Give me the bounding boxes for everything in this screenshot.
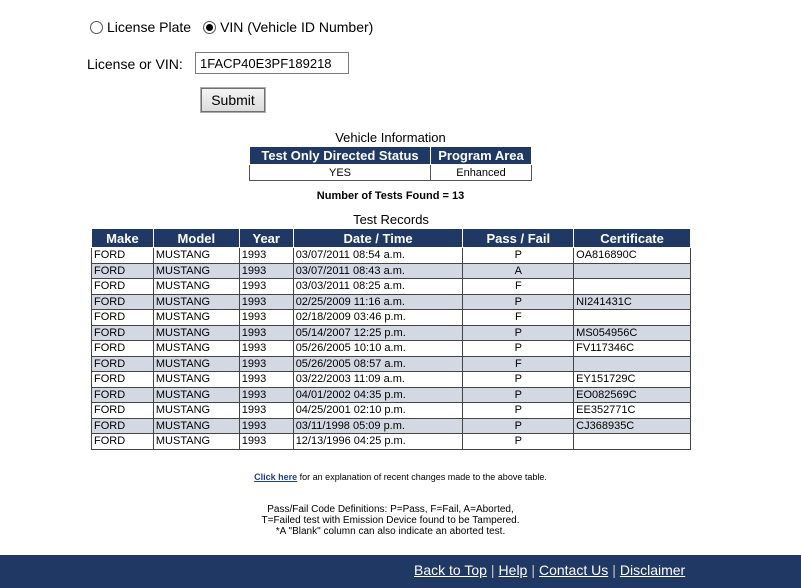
make-cell: FORD	[92, 356, 154, 372]
program-area-value: Enhanced	[431, 165, 532, 181]
footer-bar	[0, 555, 801, 588]
year-cell: 1993	[239, 341, 293, 357]
model-cell: MUSTANG	[153, 263, 239, 279]
license-plate-radio-label[interactable]: License Plate	[107, 19, 192, 35]
vehicle-info-caption: Vehicle Information	[335, 130, 446, 145]
table-row	[92, 403, 691, 419]
year-cell: 1993	[239, 434, 293, 450]
model-cell: MUSTANG	[153, 310, 239, 326]
table-row	[92, 279, 691, 295]
search-type-selector	[90, 19, 385, 35]
date-time-cell: 12/13/1996 04:25 p.m.	[293, 434, 463, 450]
model-cell: MUSTANG	[153, 294, 239, 310]
help-link[interactable]: Help	[498, 562, 528, 578]
click-here-link[interactable]: Click here	[254, 472, 298, 482]
pass-fail-cell: F	[463, 310, 574, 326]
license-plate-radio[interactable]	[90, 21, 103, 34]
pass-fail-cell: P	[463, 403, 574, 419]
model-cell: MUSTANG	[153, 418, 239, 434]
date-time-cell: 04/25/2001 02:10 p.m.	[293, 403, 463, 419]
footer-links	[414, 562, 685, 578]
back-to-top-link[interactable]: Back to Top	[414, 562, 487, 578]
certificate-cell: OA816890C	[574, 248, 691, 264]
pass-fail-cell: A	[463, 263, 574, 279]
date-time-cell: 03/07/2011 08:54 a.m.	[293, 248, 463, 264]
table-row	[92, 341, 691, 357]
definitions-line-1: Pass/Fail Code Definitions: P=Pass, F=Fail, A=Aborted,	[267, 504, 514, 515]
date-time-cell: 03/22/2003 11:09 a.m.	[293, 372, 463, 388]
make-cell: FORD	[92, 387, 154, 403]
footer-separator: |	[531, 562, 535, 578]
pass-fail-definitions	[0, 504, 781, 537]
year-cell: 1993	[239, 387, 293, 403]
date-time-cell: 04/01/2002 04:35 p.m.	[293, 387, 463, 403]
model-cell: MUSTANG	[153, 434, 239, 450]
vehicle-info-table	[249, 146, 532, 181]
table-row	[92, 294, 691, 310]
year-cell: 1993	[239, 279, 293, 295]
disclaimer-link[interactable]: Disclaimer	[619, 562, 686, 578]
table-row	[92, 434, 691, 450]
make-cell: FORD	[92, 279, 154, 295]
model-cell: MUSTANG	[153, 356, 239, 372]
test-records-caption: Test Records	[353, 212, 429, 227]
date-time-cell: 05/26/2005 08:57 a.m.	[293, 356, 463, 372]
year-cell: 1993	[239, 418, 293, 434]
make-cell: FORD	[92, 434, 154, 450]
table-row	[92, 248, 691, 264]
certificate-cell	[574, 263, 691, 279]
certificate-cell	[574, 279, 691, 295]
model-cell: MUSTANG	[153, 341, 239, 357]
pass-fail-cell: P	[463, 294, 574, 310]
license-or-vin-input[interactable]	[195, 52, 349, 74]
certificate-cell	[574, 356, 691, 372]
license-or-vin-label: License or VIN:	[87, 56, 183, 72]
certificate-cell	[574, 310, 691, 326]
year-cell: 1993	[239, 372, 293, 388]
certificate-cell: EE352771C	[574, 403, 691, 419]
vin-radio-label[interactable]: VIN (Vehicle ID Number)	[220, 19, 374, 35]
table-row	[92, 372, 691, 388]
submit-button[interactable]: Submit	[201, 88, 265, 112]
year-cell: 1993	[239, 403, 293, 419]
pass-fail-cell: P	[463, 434, 574, 450]
date-time-cell: 05/14/2007 12:25 p.m.	[293, 325, 463, 341]
model-cell: MUSTANG	[153, 325, 239, 341]
footer-separator: |	[612, 562, 616, 578]
pass-fail-cell: P	[463, 372, 574, 388]
model-header: Model	[153, 229, 239, 248]
date-time-cell: 03/07/2011 08:43 a.m.	[293, 263, 463, 279]
year-header: Year	[239, 229, 293, 248]
program-area-header: Program Area	[431, 147, 532, 165]
certificate-cell: EO082569C	[574, 387, 691, 403]
test-records-table	[91, 228, 691, 450]
make-cell: FORD	[92, 403, 154, 419]
make-cell: FORD	[92, 263, 154, 279]
test-records-header-row	[92, 229, 691, 248]
model-cell: MUSTANG	[153, 372, 239, 388]
pass-fail-header: Pass / Fail	[463, 229, 574, 248]
explanation-text: for an explanation of recent changes made to the above table.	[297, 472, 547, 482]
vin-radio[interactable]	[203, 21, 216, 34]
model-cell: MUSTANG	[153, 248, 239, 264]
make-cell: FORD	[92, 372, 154, 388]
year-cell: 1993	[239, 325, 293, 341]
make-cell: FORD	[92, 341, 154, 357]
pass-fail-cell: P	[463, 387, 574, 403]
date-time-cell: 03/03/2011 08:25 a.m.	[293, 279, 463, 295]
date-time-cell: 02/18/2009 03:46 p.m.	[293, 310, 463, 326]
certificate-cell: FV117346C	[574, 341, 691, 357]
model-cell: MUSTANG	[153, 403, 239, 419]
table-row	[92, 310, 691, 326]
make-header: Make	[92, 229, 154, 248]
make-cell: FORD	[92, 325, 154, 341]
pass-fail-cell: F	[463, 279, 574, 295]
certificate-cell: MS054956C	[574, 325, 691, 341]
date-time-header: Date / Time	[293, 229, 463, 248]
contact-us-link[interactable]: Contact Us	[538, 562, 609, 578]
table-row	[92, 356, 691, 372]
definitions-line-3: *A "Blank" column can also indicate an aborted test.	[275, 526, 506, 537]
certificate-header: Certificate	[574, 229, 691, 248]
date-time-cell: 02/25/2009 11:16 a.m.	[293, 294, 463, 310]
model-cell: MUSTANG	[153, 279, 239, 295]
certificate-cell: NI241431C	[574, 294, 691, 310]
year-cell: 1993	[239, 248, 293, 264]
pass-fail-cell: P	[463, 248, 574, 264]
pass-fail-cell: P	[463, 325, 574, 341]
year-cell: 1993	[239, 310, 293, 326]
certificate-cell: CJ368935C	[574, 418, 691, 434]
certificate-cell	[574, 434, 691, 450]
test-only-directed-status-value: YES	[250, 165, 431, 181]
pass-fail-cell: F	[463, 356, 574, 372]
table-row	[92, 387, 691, 403]
year-cell: 1993	[239, 294, 293, 310]
make-cell: FORD	[92, 248, 154, 264]
definitions-line-2: T=Failed test with Emission Device found to be Tampered.	[261, 515, 520, 526]
make-cell: FORD	[92, 418, 154, 434]
model-cell: MUSTANG	[153, 387, 239, 403]
explanation-note	[0, 472, 801, 482]
date-time-cell: 03/11/1998 05:09 p.m.	[293, 418, 463, 434]
tests-found-count: Number of Tests Found = 13	[316, 190, 465, 202]
date-time-cell: 05/26/2005 10:10 a.m.	[293, 341, 463, 357]
pass-fail-cell: P	[463, 418, 574, 434]
certificate-cell: EY151729C	[574, 372, 691, 388]
make-cell: FORD	[92, 294, 154, 310]
year-cell: 1993	[239, 356, 293, 372]
make-cell: FORD	[92, 310, 154, 326]
table-row	[92, 263, 691, 279]
year-cell: 1993	[239, 263, 293, 279]
test-only-directed-status-header: Test Only Directed Status	[250, 147, 431, 165]
footer-separator: |	[490, 562, 495, 578]
table-row	[92, 325, 691, 341]
pass-fail-cell: P	[463, 341, 574, 357]
table-row	[92, 418, 691, 434]
